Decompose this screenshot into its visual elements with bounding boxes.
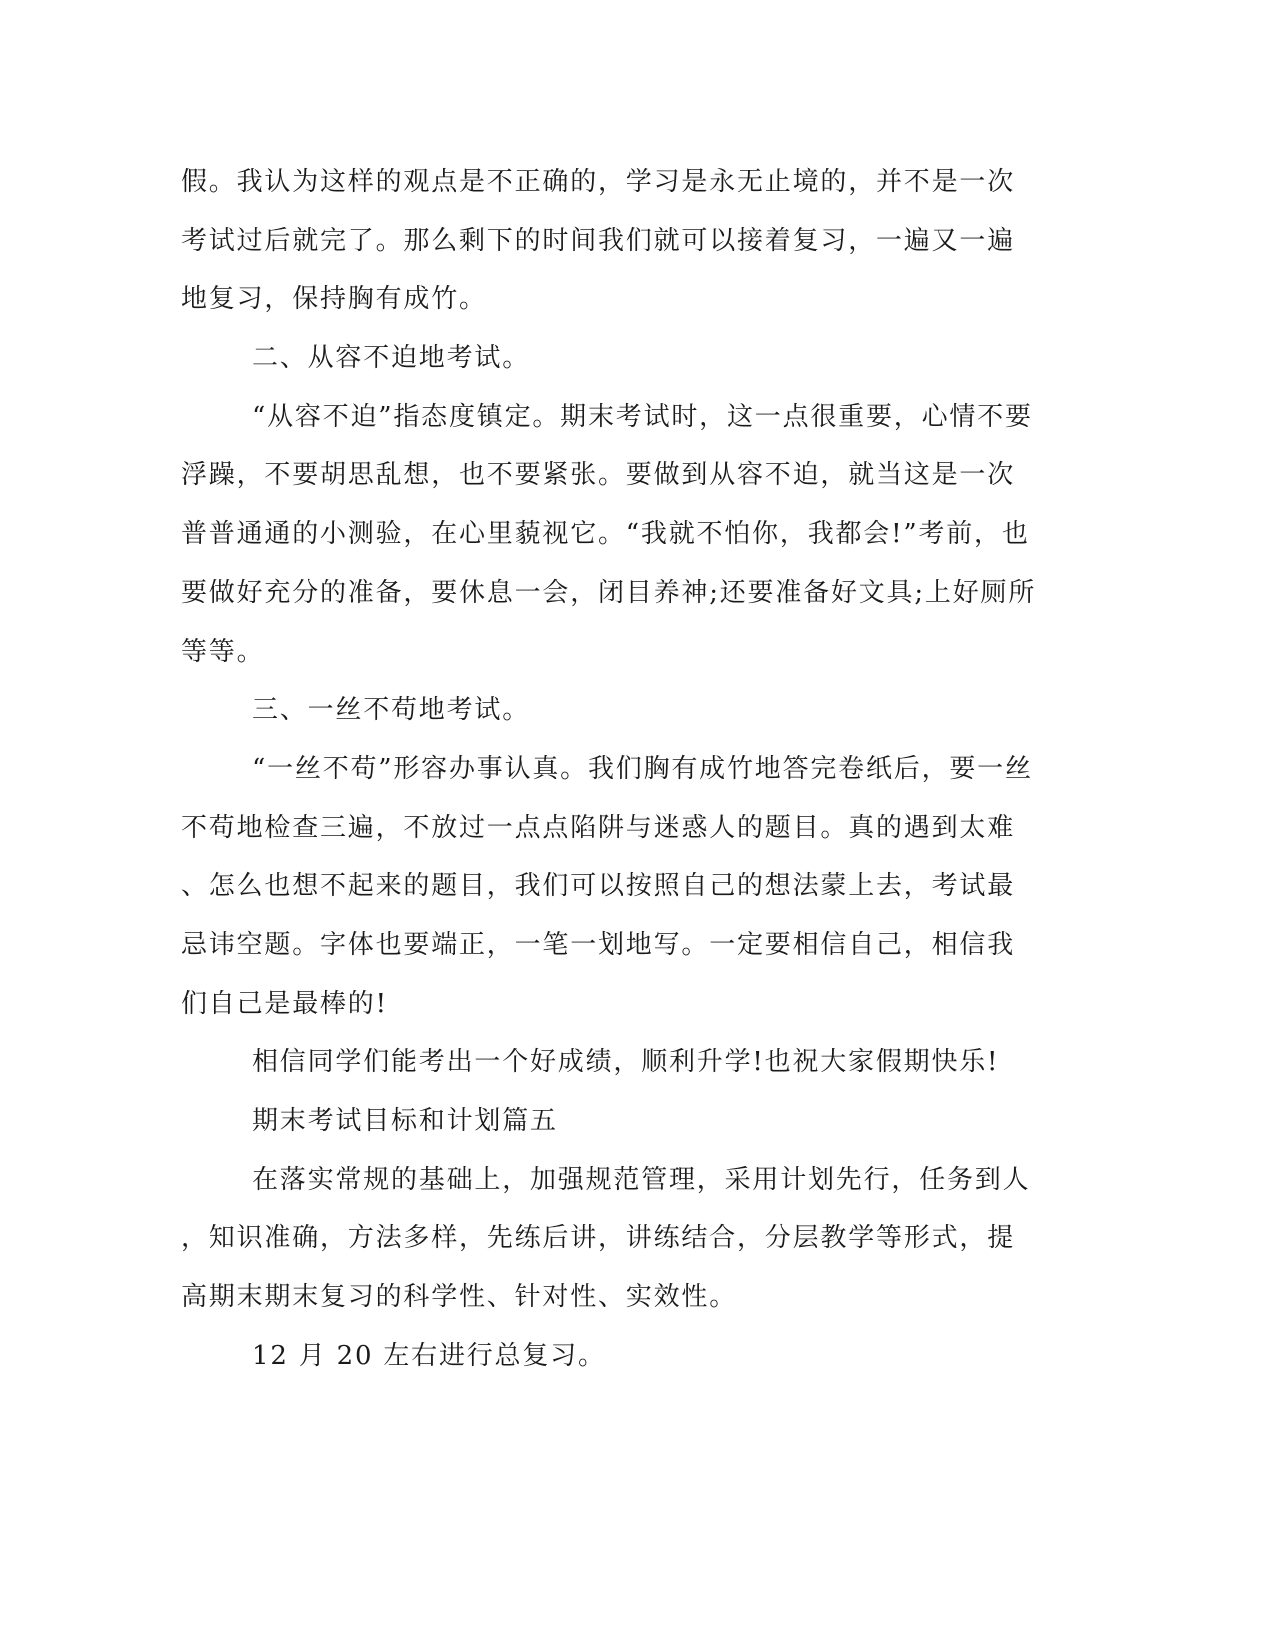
text-line: ，知识准确，方法多样，先练后讲，讲练结合，分层教学等形式，提 [181, 1223, 1016, 1254]
text-line: 要做好充分的准备，要休息一会，闭目养神;还要准备好文具;上好厕所 [181, 577, 1037, 608]
text-line: 在落实常规的基础上，加强规范管理，采用计划先行，任务到人 [252, 1164, 1031, 1195]
text-line: “从容不迫”指态度镇定。期末考试时，这一点很重要，心情不要 [252, 401, 1033, 432]
section-heading: 三、一丝不苟地考试。 [252, 695, 531, 726]
section-heading: 二、从容不迫地考试。 [252, 343, 531, 374]
text-line: 们自己是最棒的! [181, 988, 388, 1019]
text-line: 等等。 [181, 636, 265, 667]
text-line: “一丝不苟”形容办事认真。我们胸有成竹地答完卷纸后，要一丝 [252, 753, 1033, 784]
text-line: 假。我认为这样的观点是不正确的，学习是永无止境的，并不是一次 [181, 167, 1016, 197]
text-line: 、怎么也想不起来的题目，我们可以按照自己的想法蒙上去，考试最 [181, 871, 1016, 902]
text-line: 考试过后就完了。那么剩下的时间我们就可以接着复习，一遍又一遍 [181, 225, 1016, 256]
text-line: 高期末期末复习的科学性、针对性、实效性。 [181, 1282, 738, 1313]
text-line: 相信同学们能考出一个好成绩，顺利升学!也祝大家假期快乐! [252, 1047, 1000, 1078]
text-line: 忌讳空题。字体也要端正，一笔一划地写。一定要相信自己，相信我 [181, 929, 1016, 960]
text-line: 普普通通的小测验，在心里藐视它。“我就不怕你，我都会!”考前，也 [181, 519, 1030, 550]
text-line: 浮躁，不要胡思乱想，也不要紧张。要做到从容不迫，就当这是一次 [181, 460, 1016, 491]
text-line: 12 月 20 左右进行总复习。 [252, 1340, 606, 1371]
section-title: 期末考试目标和计划篇五 [252, 1106, 558, 1136]
text-line: 不苟地检查三遍，不放过一点点陷阱与迷惑人的题目。真的遇到太难 [181, 812, 1016, 843]
text-line: 地复习，保持胸有成竹。 [181, 284, 487, 315]
